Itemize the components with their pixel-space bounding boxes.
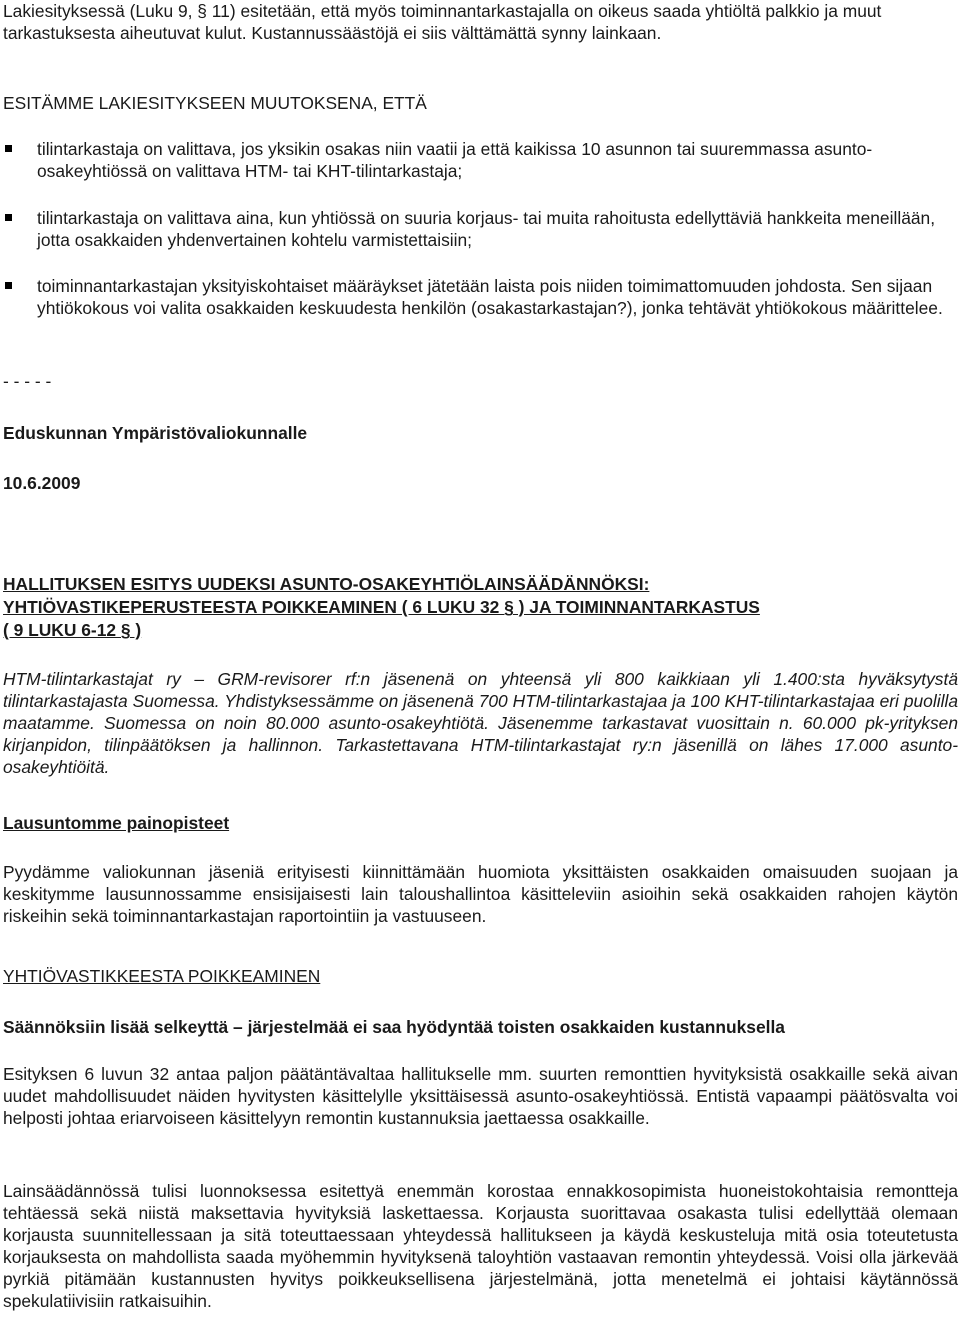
list-item-text: toiminnantarkastajan yksityiskohtaiset määräykset jätetään laista pois niiden toimimattomuuden johdosta. Sen sijaan yhtiökokous voi valita osakkaiden keskuudesta henkilön (osakastarkastajan?), jonka tehtävät yhtiökokous määrittelee. [37, 276, 943, 318]
date: 10.6.2009 [3, 473, 81, 493]
deviation-subheading: Säännöksiin lisää selkeyttä – järjestelmää ei saa hyödyntää toisten osakkaiden kustannuksella [3, 1017, 785, 1037]
deviation-heading: YHTIÖVASTIKKEESTA POIKKEAMINEN [3, 966, 321, 986]
separator: - - - - - [3, 371, 52, 391]
recipient: Eduskunnan Ympäristövaliokunnalle [3, 423, 308, 443]
focus-paragraph: Pyydämme valiokunnan jäseniä erityisesti kiinnittämään huomiota yksittäisten osakkaiden omaisuuden suojaan ja keskitymme lausunnossamme ensisijaisesti lain taloushallintoa käsitteleviin asioihin sekä osakkaiden rahojen käytön riskeihin sekä toiminnantarkastajan raportointiin ja vastuuseen. [3, 862, 958, 926]
list-item-text: tilintarkastaja on valittava, jos yksikin osakas niin vaatii ja että kaikissa 10 asunnon tai suuremmassa asunto-osakeyhtiössä on valittava HTM- tai KHT-tilintarkastaja; [37, 139, 873, 181]
list-item-text: tilintarkastaja on valittava aina, kun yhtiössä on suuria korjaus- tai muita rahoitusta edellyttäviä hankkeita meneillään, jotta osakkaiden yhdenvertainen kohtelu varmistettaisiin; [37, 208, 936, 250]
proposal-heading: ESITÄMME LAKIESITYKSEEN MUUTOKSENA, ETTÄ [3, 93, 427, 113]
organization-intro: HTM-tilintarkastajat ry – GRM-revisorer rf:n jäsenenä on yhteensä yli 800 kaikkiaan yli 1.400:sta hyväksytystä tilintarkastajasta Suomessa. Yhdistyksessämme on jäsenenä 700 HTM-tilintarkastajaa ja 100 KHT-tilintarkastajaa eri puolilla maatamme. Suomessa on noin 80.000 asunto-osakeyhtiötä. Jäsenemme tarkastavat vuosittain n. 60.000 pk-yrityksen kirjanpidon, tilinpäätöksen ja hallinnon. Tarkastettavana HTM-tilintarkastajat ry:n jäsenillä on lähes 17.000 asunto-osakeyhtiöitä. [3, 669, 958, 777]
focus-heading: Lausuntomme painopisteet [3, 813, 230, 833]
bullet-icon [5, 145, 12, 152]
deviation-paragraph-2: Lainsäädännössä tulisi luonnoksessa esitettyä enemmän korostaa ennakkosopimista huoneistokohtaisia remontteja tehtäessä sekä niistä maksettavia hyvityksiä laskettaessa. Korjausta suorittavaa osakasta tulisi edellyttää olemaan korjausta suunnitellessaan ja sitä toteuttaessaan yhteydessä hallitukseen ja käydä keskusteluja mitä osia toteutetusta korjauksesta on mahdollista saada myöhemmin hyvityksenä taloyhtiön vastaavan remontin yhteydessä. Voisi olla järkevää pyrkiä pitämään kustannusten hyvitys poikkeuksellisena järjestelmänä, jotta menetelmä ei johtaisi käytännössä spekulatiivisiin ratkaisuihin. [3, 1181, 958, 1311]
intro-paragraph: Lakiesityksessä (Luku 9, § 11) esitetään, että myös toiminnantarkastajalla on oikeus saada yhtiöltä palkkio ja muut tarkastuksesta aiheutuvat kulut. Kustannussäästöjä ei siis välttämättä synny lainkaan. [3, 1, 882, 43]
deviation-paragraph-1: Esityksen 6 luvun 32 antaa paljon päätäntävaltaa hallitukselle mm. suurten remonttien hyvityksistä osakkaille sekä aivan uudet mahdollisuudet näiden hyvitysten käsittelylle yksittäisessä asunto-osakeyhtiössä. Entistä vapaampi päätösvalta voi helposti johtaa eriarvoiseen käsittelyyn remontin kustannuksia jaettaessa osakkaille. [3, 1064, 958, 1128]
bullet-icon [5, 214, 12, 221]
title-line-1: HALLITUKSEN ESITYS UUDEKSI ASUNTO-OSAKEYHTIÖLAINSÄÄDÄNNÖKSI: [3, 574, 650, 594]
title-line-2: YHTIÖVASTIKEPERUSTEESTA POIKKEAMINEN ( 6 LUKU 32 § ) JA TOIMINNANTARKASTUS [3, 597, 760, 617]
bullet-icon [5, 282, 12, 289]
title-line-3: ( 9 LUKU 6-12 § ) [3, 620, 142, 640]
